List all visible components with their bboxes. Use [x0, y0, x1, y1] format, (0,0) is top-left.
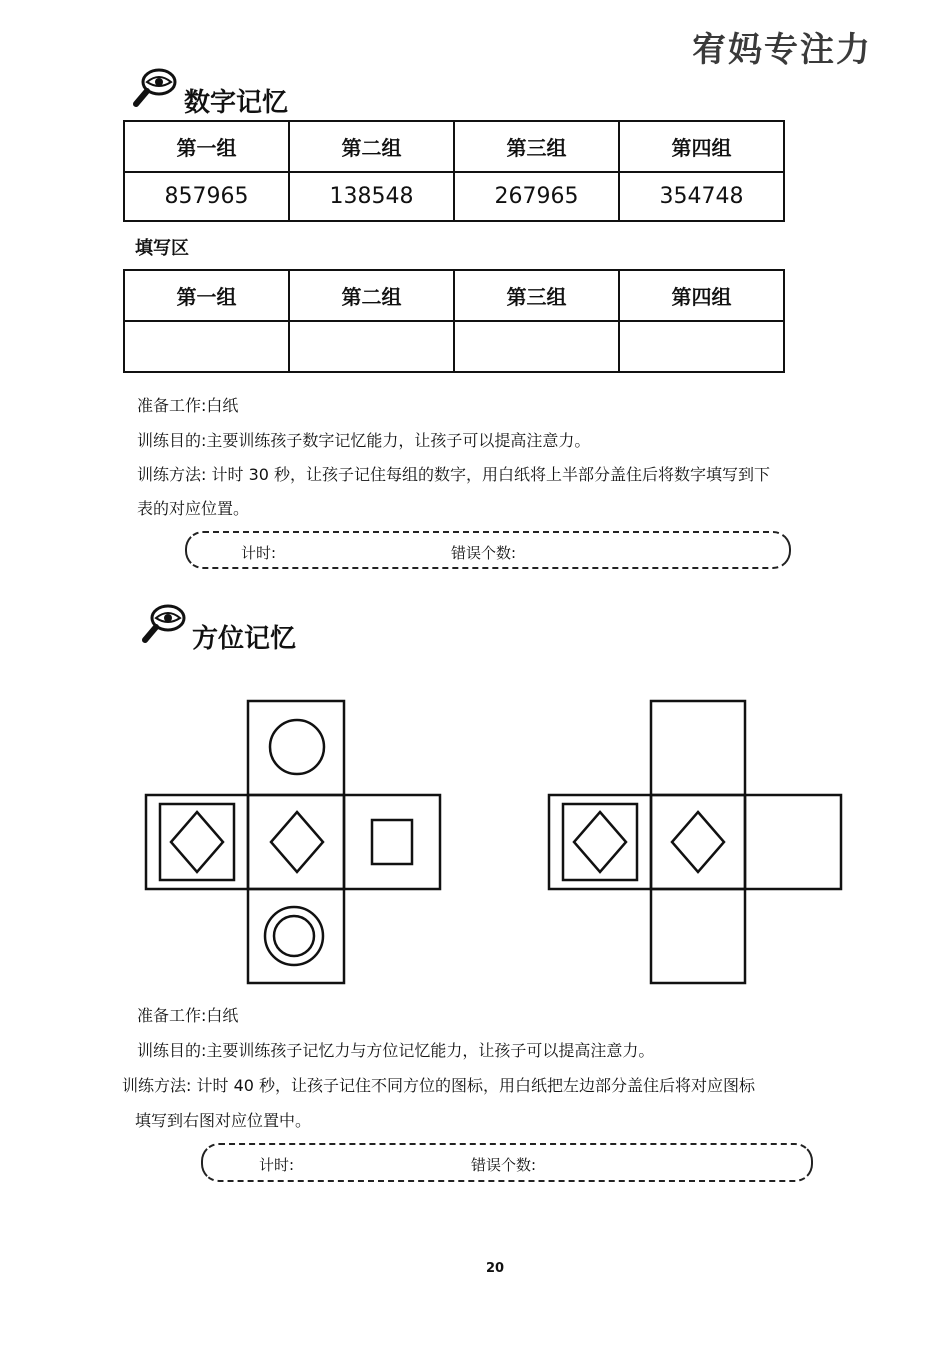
group-number-1: 857965: [124, 172, 289, 221]
method-text-line1: 训练方法: 计时 30 秒，让孩子记住每组的数字，用白纸将上半部分盖住后将数字填写到下: [137, 465, 771, 484]
method-text-line1: 训练方法: 计时 40 秒，让孩子记住不同方位的图标，用白纸把左边部分盖住后将对应图标: [122, 1076, 756, 1095]
error-count-label: 错误个数:: [471, 1156, 537, 1174]
square-icon: [372, 820, 412, 864]
diamond-icon: [672, 812, 724, 872]
goal-text: 训练目的:主要训练孩子数字记忆能力，让孩子可以提高注意力。: [137, 431, 591, 450]
fill-table: [123, 269, 785, 373]
group-number-3: 267965: [454, 172, 619, 221]
bottom-cell: [651, 889, 745, 983]
diamond-icon: [271, 812, 323, 872]
diamond-icon: [171, 812, 223, 872]
center-cell: [651, 795, 745, 889]
diamond-icon: [574, 812, 626, 872]
fill-cell-2[interactable]: [289, 321, 454, 372]
top-cell: [248, 701, 344, 795]
double-circle-inner-icon: [274, 916, 314, 956]
group-header-1: 第一组: [124, 121, 289, 172]
page-number: 20: [486, 1261, 505, 1276]
group-header-2: 第二组: [289, 121, 454, 172]
fill-header-1: 第一组: [124, 270, 289, 321]
method-text-line2: 表的对应位置。: [137, 499, 250, 518]
group-number-4: 354748: [619, 172, 784, 221]
right-cell: [344, 795, 440, 889]
bottom-cell: [248, 889, 344, 983]
magnifier-eye-icon: [133, 68, 181, 112]
left-cross-figure: [140, 695, 450, 990]
fill-header-2: 第二组: [289, 270, 454, 321]
fill-header-4: 第四组: [619, 270, 784, 321]
method-text-line2: 填写到右图对应位置中。: [135, 1111, 312, 1130]
circle-icon: [270, 720, 324, 774]
group-header-3: 第三组: [454, 121, 619, 172]
timer-label: 计时:: [241, 544, 277, 562]
fill-cell-1[interactable]: [124, 321, 289, 372]
top-cell: [651, 701, 745, 795]
prep-text: 准备工作:白纸: [137, 1006, 239, 1025]
fill-header-3: 第三组: [454, 270, 619, 321]
group-number-2: 138548: [289, 172, 454, 221]
section-title-position-memory: 方位记忆: [192, 624, 297, 654]
goal-text: 训练目的:主要训练孩子记忆力与方位记忆能力，让孩子可以提高注意力。: [137, 1041, 655, 1060]
error-count-label: 错误个数:: [451, 544, 517, 562]
section-title-number-memory: 数字记忆: [184, 88, 289, 118]
center-cell: [248, 795, 344, 889]
magnifier-eye-icon: [142, 604, 190, 648]
right-cell: [745, 795, 841, 889]
right-cross-figure: [543, 695, 853, 990]
brand-title: 宥妈专注力: [692, 30, 872, 70]
prep-text: 准备工作:白纸: [137, 396, 239, 415]
left-cell: [146, 795, 248, 889]
score-box: [201, 1143, 813, 1182]
group-header-4: 第四组: [619, 121, 784, 172]
fill-cell-4[interactable]: [619, 321, 784, 372]
fill-cell-3[interactable]: [454, 321, 619, 372]
fill-area-label: 填写区: [135, 238, 189, 259]
timer-label: 计时:: [259, 1156, 295, 1174]
left-cell: [549, 795, 651, 889]
score-box: [185, 531, 791, 569]
number-memory-table: [123, 120, 785, 222]
